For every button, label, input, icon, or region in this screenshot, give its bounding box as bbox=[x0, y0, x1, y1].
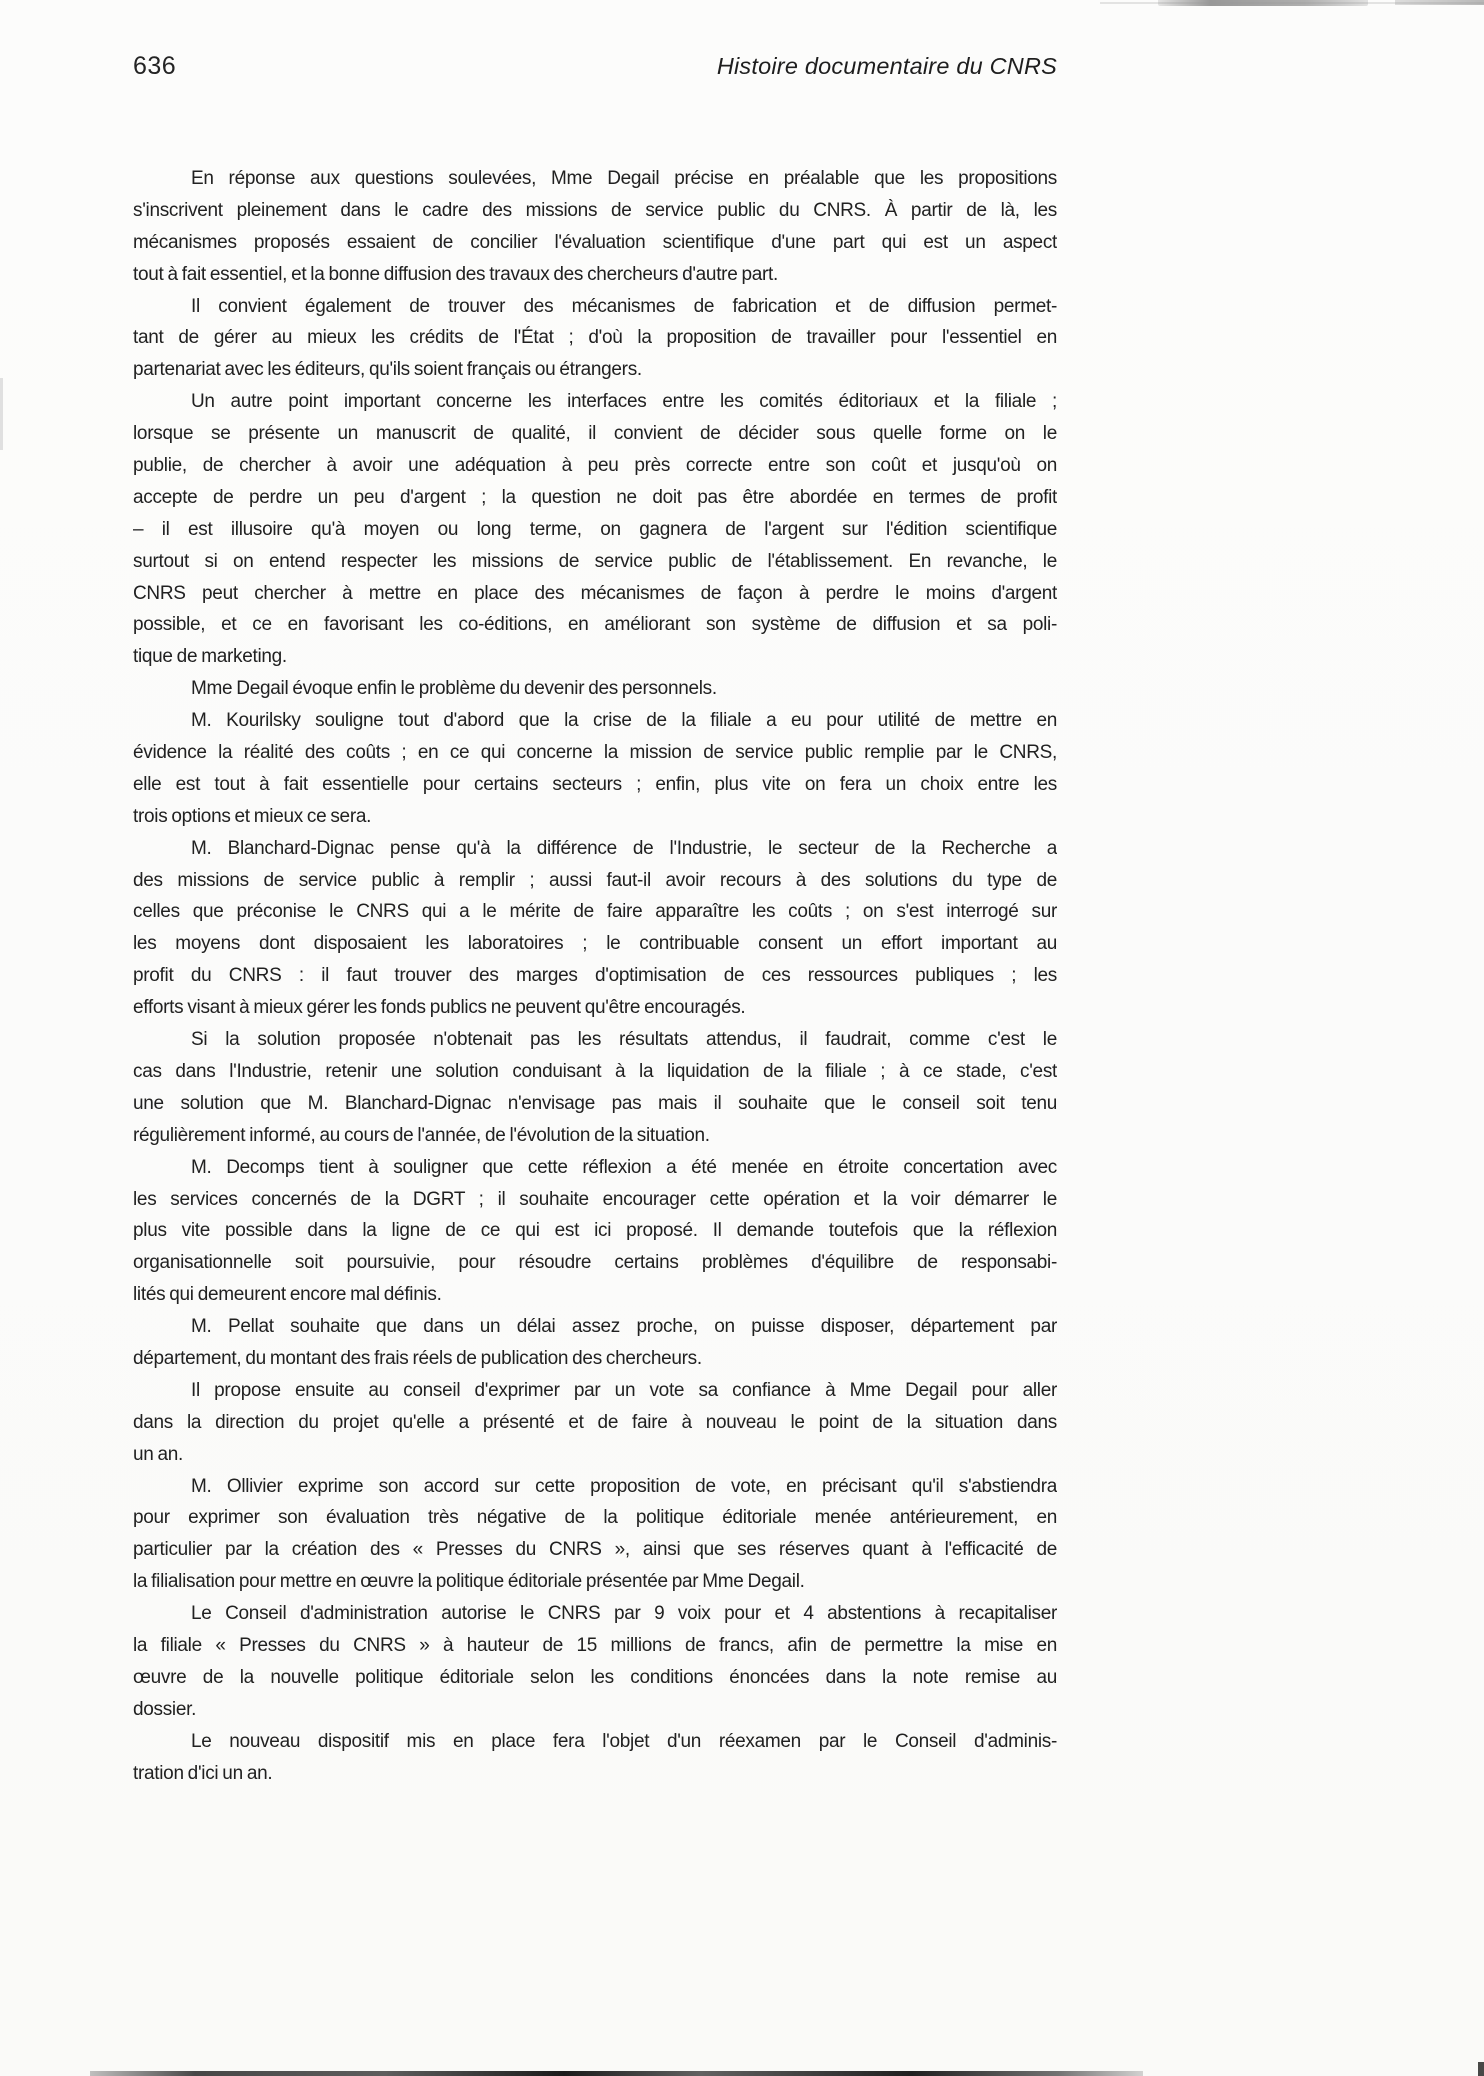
paragraph bbox=[133, 673, 1057, 705]
text-line: Le Conseil d'administration autorise le CNRS par 9 voix pour et 4 abstentions à recapitaliser bbox=[191, 1603, 1057, 1625]
scan-artifact-top-streak bbox=[1100, 2, 1484, 4]
text-line: une solution que M. Blanchard-Dignac n'envisage pas mais il souhaite que le conseil soit tenu bbox=[133, 1092, 1057, 1114]
scan-artifact-corner-mark bbox=[1478, 2062, 1484, 2076]
text-line: tration d'ici un an. bbox=[133, 1762, 273, 1784]
text-line: un an. bbox=[133, 1443, 184, 1465]
text-line: M. Pellat souhaite que dans un délai assez proche, on puisse disposer, département par bbox=[191, 1316, 1057, 1338]
text-line: tique de marketing. bbox=[133, 646, 287, 668]
text-line: dossier. bbox=[133, 1698, 197, 1720]
paragraph bbox=[133, 1726, 1057, 1790]
text-line: les moyens dont disposaient les laboratoires ; le contribuable consent un effort important au bbox=[133, 933, 1057, 955]
text-line: dans la direction du projet qu'elle a présenté et de faire à nouveau le point de la situation dans bbox=[133, 1411, 1057, 1433]
text-line: régulièrement informé, au cours de l'année, de l'évolution de la situation. bbox=[133, 1124, 710, 1146]
text-line: lorsque se présente un manuscrit de qualité, il convient de décider sous quelle forme on le bbox=[133, 423, 1057, 445]
text-line: lités qui demeurent encore mal définis. bbox=[133, 1284, 442, 1306]
text-line: Mme Degail évoque enfin le problème du devenir des personnels. bbox=[191, 678, 717, 700]
text-line: la filiale « Presses du CNRS » à hauteur de 15 millions de francs, afin de permettre la mise en bbox=[133, 1634, 1057, 1656]
text-line: département, du montant des frais réels de publication des chercheurs. bbox=[133, 1347, 702, 1369]
text-line: cas dans l'Industrie, retenir une solution conduisant à la liquidation de la filiale ; à ce stade, c'est bbox=[133, 1060, 1057, 1082]
text-line: les services concernés de la DGRT ; il souhaite encourager cette opération et la voir démarrer le bbox=[133, 1188, 1057, 1210]
text-line: œuvre de la nouvelle politique éditoriale selon les conditions énoncées dans la note remise au bbox=[133, 1666, 1057, 1688]
paragraph bbox=[133, 1598, 1057, 1726]
paragraph bbox=[133, 833, 1057, 1024]
text-line: mécanismes proposés essaient de concilier l'évaluation scientifique d'une part qui est un aspect bbox=[133, 231, 1057, 253]
text-line: la filialisation pour mettre en œuvre la politique éditoriale présentée par Mme Degail. bbox=[133, 1571, 805, 1593]
text-line: M. Ollivier exprime son accord sur cette proposition de vote, en précisant qu'il s'abstiendra bbox=[191, 1475, 1057, 1497]
text-line: trois options et mieux ce sera. bbox=[133, 805, 372, 827]
paragraph bbox=[133, 291, 1057, 387]
text-line: M. Blanchard-Dignac pense qu'à la différence de l'Industrie, le secteur de la Recherche a bbox=[191, 837, 1057, 859]
paragraph bbox=[133, 1024, 1057, 1152]
text-line: surtout si on entend respecter les missions de service public de l'établissement. En revanche, le bbox=[133, 550, 1057, 572]
text-line: efforts visant à mieux gérer les fonds publics ne peuvent qu'être encouragés. bbox=[133, 997, 746, 1019]
text-line: – il est illusoire qu'à moyen ou long terme, on gagnera de l'argent sur l'édition scientifique bbox=[133, 518, 1057, 540]
text-line: plus vite possible dans la ligne de ce qui est ici proposé. Il demande toutefois que la réflexion bbox=[133, 1220, 1057, 1242]
text-line: s'inscrivent pleinement dans le cadre des missions de service public du CNRS. À partir de là, les bbox=[133, 199, 1057, 221]
text-line: CNRS peut chercher à mettre en place des mécanismes de façon à perdre le moins d'argent bbox=[133, 582, 1057, 604]
text-line: profit du CNRS : il faut trouver des marges d'optimisation de ces ressources publiques ; les bbox=[133, 965, 1057, 987]
paragraph bbox=[133, 1471, 1057, 1599]
text-line: elle est tout à fait essentielle pour certains secteurs ; enfin, plus vite on fera un choix entre les bbox=[133, 773, 1057, 795]
text-line: partenariat avec les éditeurs, qu'ils soient français ou étrangers. bbox=[133, 359, 642, 381]
text-line: tant de gérer au mieux les crédits de l'État ; d'où la proposition de travailler pour l'essentiel en bbox=[133, 327, 1057, 349]
text-line: accepte de perdre un peu d'argent ; la question ne doit pas être abordée en termes de profit bbox=[133, 486, 1057, 508]
page-number: 636 bbox=[133, 52, 177, 80]
running-title: Histoire documentaire du CNRS bbox=[716, 53, 1057, 79]
text-line: organisationnelle soit poursuivie, pour résoudre certains problèmes d'équilibre de responsabi- bbox=[133, 1252, 1057, 1274]
text-line: Il propose ensuite au conseil d'exprimer par un vote sa confiance à Mme Degail pour aller bbox=[191, 1379, 1057, 1401]
paragraph bbox=[133, 386, 1057, 673]
page-header bbox=[133, 52, 1057, 81]
text-line: pour exprimer son évaluation très négative de la politique éditoriale menée antérieurement, en bbox=[133, 1507, 1057, 1529]
text-line: tout à fait essentiel, et la bonne diffusion des travaux des chercheurs d'autre part. bbox=[133, 263, 778, 285]
paragraph bbox=[133, 1311, 1057, 1375]
scan-artifact-bottom-bar bbox=[90, 2071, 1143, 2076]
text-line: Un autre point important concerne les interfaces entre les comités éditoriaux et la filiale ; bbox=[191, 391, 1057, 413]
text-line: En réponse aux questions soulevées, Mme Degail précise en préalable que les propositions bbox=[191, 168, 1057, 189]
text-line: possible, et ce en favorisant les co-éditions, en améliorant son système de diffusion et sa poli- bbox=[133, 614, 1057, 636]
paragraph bbox=[133, 1152, 1057, 1311]
body-text bbox=[133, 163, 1057, 1789]
text-line: publie, de chercher à avoir une adéquation à peu près correcte entre son coût et jusqu'où on bbox=[133, 455, 1057, 477]
text-line: particulier par la création des « Presses du CNRS », ainsi que ses réserves quant à l'efficacité de bbox=[133, 1539, 1057, 1561]
paragraph bbox=[133, 1375, 1057, 1471]
paragraph bbox=[133, 705, 1057, 833]
text-line: des missions de service public à remplir ; aussi faut-il avoir recours à des solutions du type de bbox=[133, 869, 1057, 891]
scan-artifact-left-edge bbox=[0, 378, 3, 450]
paragraph bbox=[133, 163, 1057, 291]
text-line: M. Kourilsky souligne tout d'abord que la crise de la filiale a eu pour utilité de mettre en bbox=[191, 710, 1057, 732]
text-line: celles que préconise le CNRS qui a le mérite de faire apparaître les coûts ; on s'est interrogé sur bbox=[133, 901, 1057, 923]
text-line: évidence la réalité des coûts ; en ce qui concerne la mission de service public remplie par le CNRS, bbox=[133, 742, 1057, 764]
text-line: Si la solution proposée n'obtenait pas les résultats attendus, il faudrait, comme c'est le bbox=[191, 1029, 1057, 1051]
text-line: Il convient également de trouver des mécanismes de fabrication et de diffusion permet- bbox=[191, 295, 1057, 317]
text-line: M. Decomps tient à souligner que cette réflexion a été menée en étroite concertation avec bbox=[191, 1156, 1057, 1178]
text-line: Le nouveau dispositif mis en place fera l'objet d'un réexamen par le Conseil d'adminis- bbox=[191, 1730, 1057, 1752]
